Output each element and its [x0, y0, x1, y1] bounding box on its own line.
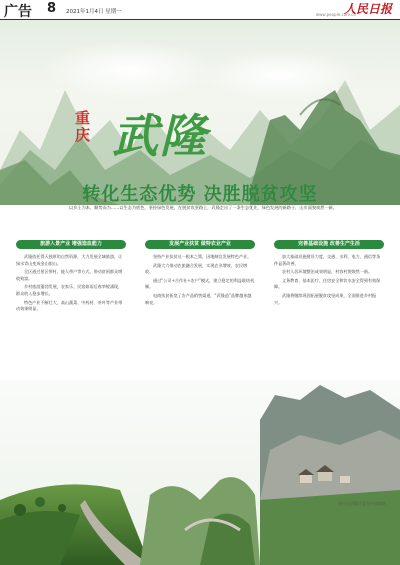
column-paragraph: 全区通过景区带村、能人带户等方式，带动贫困群众增收致富。 [16, 269, 123, 281]
column-paragraph: 加大基础设施建设力度，交通、水利、电力、通信等条件显著改善。 [274, 254, 381, 266]
hero-title-big: 武隆 [112, 109, 208, 163]
column-paragraph: 农村人居环境整治成效明显，村容村貌焕然一新。 [282, 269, 373, 275]
page-header [0, 0, 400, 20]
column-paragraph: 武隆大力推动农旅融合发展，实现农业增效、农民增收。 [145, 262, 248, 275]
article-column-3 [274, 240, 384, 308]
photo-collage [0, 380, 400, 565]
column-heading: 完善基础设施 改善生产生活 [274, 240, 384, 249]
column-paragraph: 通过“公司+合作社+农户”模式，建立稳定的利益联结机制。 [145, 277, 255, 290]
hero-subtitle: 转化生态优势 决胜脱贫攻坚 [82, 184, 318, 205]
article-column-1 [16, 240, 126, 315]
newspaper-logo: 人民日报 [343, 2, 392, 16]
intro-paragraph: 以乡土为本，顺势而为……以生态为底色，坚持绿色发展，在脱贫攻坚路上，武隆走出了一条生态优先、绿色发展的新路子，山乡面貌焕然一新。 [69, 205, 338, 210]
section-label: 广告 [4, 4, 32, 20]
column-paragraph: 武隆将继续巩固拓展脱贫攻坚成果，全面推进乡村振兴。 [274, 292, 377, 305]
column-heading: 旅游入景产业 增强造血能力 [16, 240, 126, 249]
photo-credit: 图片由武隆区委宣传部提供 [338, 501, 386, 506]
column-paragraph: 坚持产业扶贫这一根本之策，因地制宜发展特色产业。 [153, 254, 252, 259]
landscape-photo-collage [0, 380, 400, 565]
column-paragraph: 乡村旅游蓬勃发展，农家乐、民宿如雨后春笋般涌现，群众收入稳步增长。 [16, 284, 123, 296]
column-paragraph: 特色产业不断壮大，高山蔬菜、中药材、茶叶等产业带动效果明显。 [16, 299, 123, 312]
column-paragraph: 武隆依托得天独厚的自然资源，大力发展全域旅游，让绿水青山变成金山银山。 [16, 254, 123, 266]
column-paragraph: 电商扶贫拓宽了农产品销售渠道，“武隆造”品牌越来越响亮。 [145, 292, 252, 305]
page-number: 8 [47, 1, 57, 16]
column-paragraph: 义务教育、基本医疗、住房安全和饮水安全得到有效保障。 [274, 277, 381, 290]
hero-title-small: 重庆 [75, 109, 91, 144]
issue-date: 2021年1月4日 星期一 [66, 9, 122, 15]
hero-banner [0, 20, 400, 205]
site-url: www.people.com.cn [315, 12, 356, 17]
column-heading: 发展产业扶贫 做特农业产业 [145, 240, 255, 249]
article-column-2 [145, 240, 255, 308]
